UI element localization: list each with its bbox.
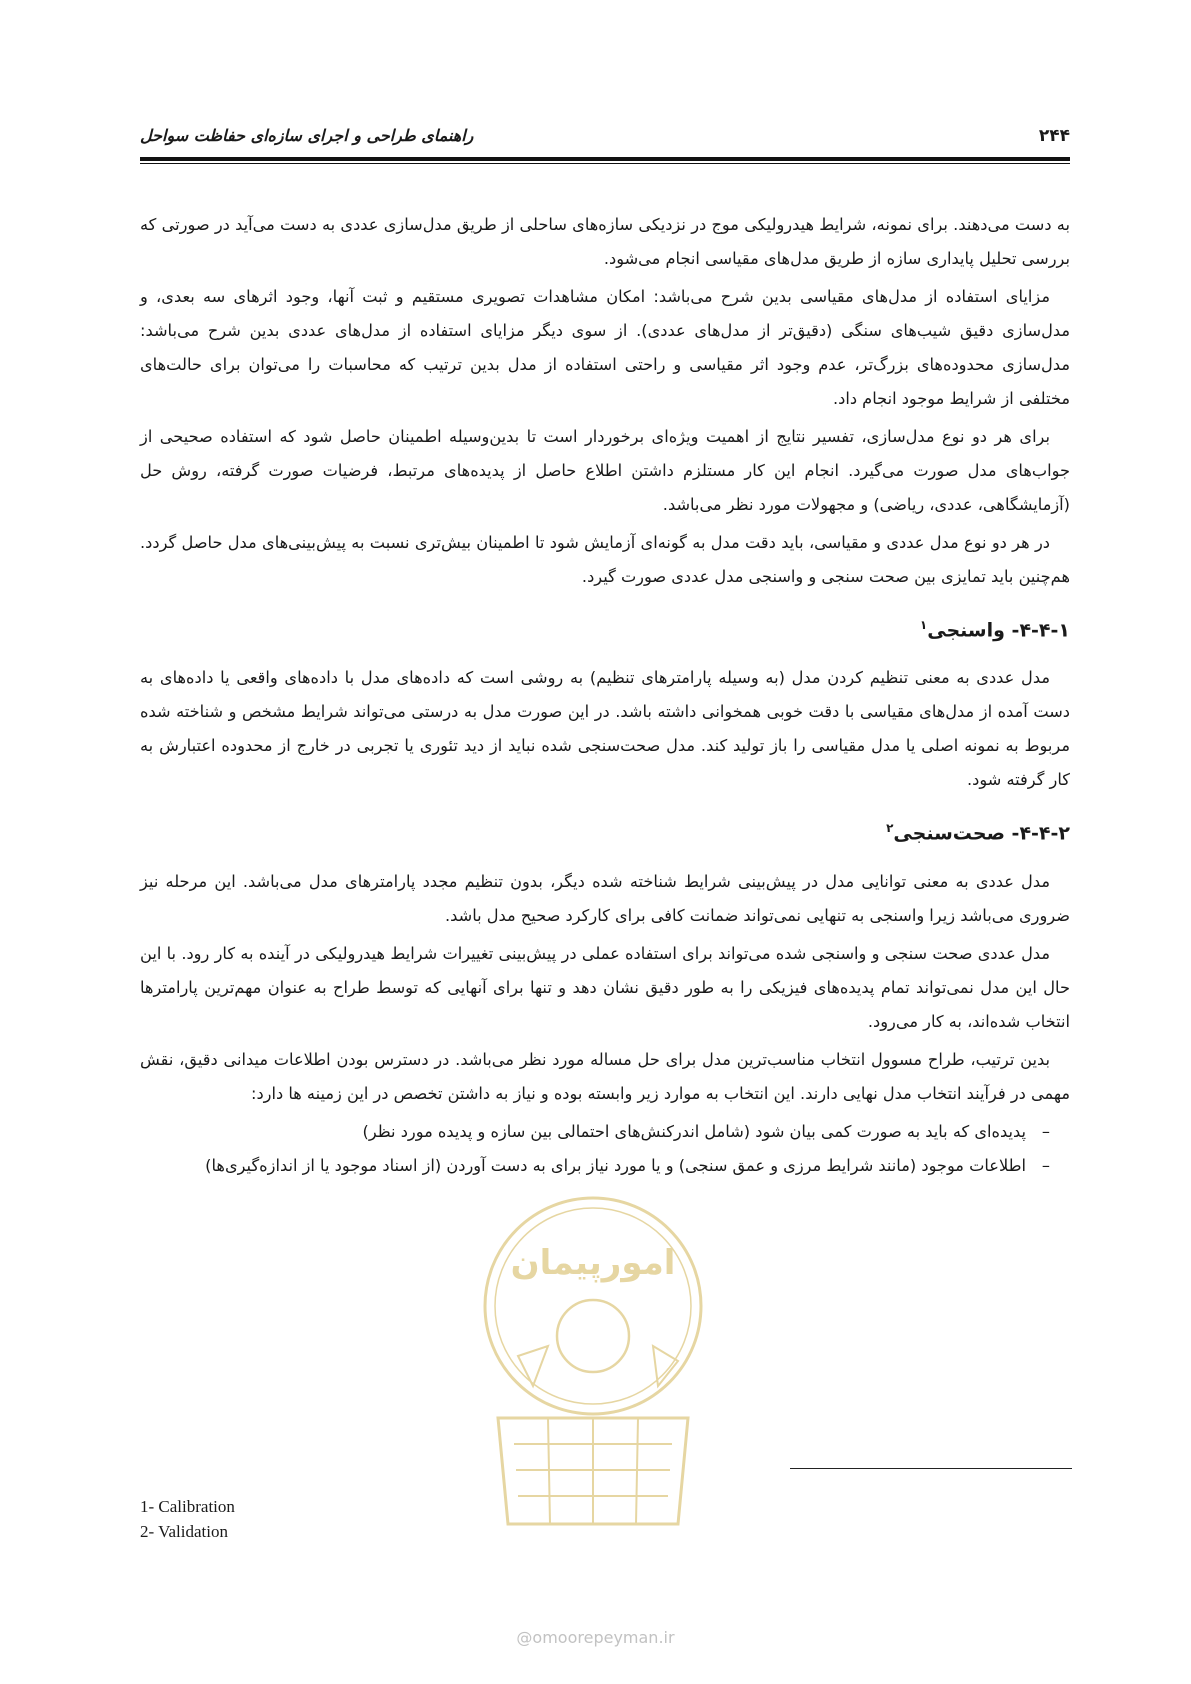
header-rule-thick: [140, 157, 1070, 161]
paragraph: مدل عددی به معنی توانایی مدل در پیش‌بینی شرایط شناخته شده دیگر، بدون تنظیم مجدد پارامترهای مدل می‌باشد. این مرحله نیز ضروری می‌باشد زیرا واسنجی به تنهایی نمی‌تواند ضمانت کافی برای کارکرد صحیح مدل باشد.: [140, 871, 1070, 925]
footnotes: [140, 1494, 235, 1544]
section-heading-calibration: [140, 608, 1070, 647]
at-icon: @: [516, 1628, 533, 1647]
list-dash: –: [1041, 1121, 1050, 1141]
list-item-text: پدیده‌ای که باید به صورت کمی بیان شود (شامل اندرکنش‌های احتمالی بین سازه و پدیده مورد نظر): [362, 1121, 1026, 1141]
page-number: ۲۴۴: [1038, 126, 1070, 146]
paragraph: مدل عددی به معنی تنظیم کردن مدل (به وسیله پارامترهای تنظیم) به روشی است که داده‌های مدل با داده‌های واقعی یا داده‌های به دست آمده از مدل‌های مقیاسی با دقت خوبی همخوانی داشته باشد. در این صورت مدل به درستی می‌تواند شرایط مشخص و شناخته شده مربوط به نمونه اصلی یا مدل مقیاسی را باز تولید کند. مدل صحت‌سنجی شده نباید از دید تئوری یا تجربی در خارج از محدوده اعتبارش به کار گرفته شود.: [140, 668, 1070, 790]
watermark-url-text: omoorepeyman.ir: [532, 1628, 675, 1647]
watermark-logo-text: امورپیمان: [510, 1243, 676, 1283]
running-title: راهنمای طراحی و اجرای سازه‌ای حفاظت سواحل: [140, 126, 474, 145]
paragraph: مزایای استفاده از مدل‌های مقیاسی بدین شرح می‌باشد: امکان مشاهدات تصویری مستقیم و ثبت آنها، وجود اثرهای سه بعدی، و مدل‌سازی دقیق شیب‌های سنگی (دقیق‌تر از مدل‌های عددی). از سوی دیگر مزایای استفاده از مدل‌های عددی بدین شرح می‌باشد: مدل‌سازی محدوده‌های بزرگ‌تر، عدم وجود اثر مقیاسی و راحتی استفاده از مدل بدین ترتیب که محاسبات را می‌توان برای حالت‌های مختلفی از شرایط موجود انجام داد.: [140, 287, 1070, 408]
page-header: [140, 126, 1070, 156]
footnote-rule: [790, 1468, 1072, 1469]
footnote-item: 2- Validation: [140, 1522, 228, 1541]
list-item-text: اطلاعات موجود (مانند شرایط مرزی و عمق سنجی) و یا مورد نیاز برای به دست آوردن (از اسناد موجود یا از اندازه‌گیری‌ها): [205, 1155, 1026, 1175]
footnote-item: 1- Calibration: [140, 1497, 235, 1516]
footnote-mark: ۲: [886, 821, 894, 836]
watermark-logo: [478, 1186, 708, 1534]
main-content: [140, 208, 1070, 1183]
header-rule-thin: [140, 163, 1070, 164]
paragraph: بدین ترتیب، طراح مسوول انتخاب مناسب‌ترین مدل برای حل مساله مورد نظر می‌باشد. در دسترس بودن اطلاعات میدانی دقیق، نقش مهمی در فرآیند انتخاب مدل نهایی دارند. این انتخاب به موارد زیر وابسته بوده و نیاز به داشتن تخصص در این زمینه ها دارد:: [140, 1049, 1070, 1103]
list-dash: –: [1041, 1155, 1050, 1175]
requirements-list: [140, 1115, 1070, 1183]
paragraph: مدل عددی صحت سنجی و واسنجی شده می‌تواند برای استفاده عملی در پیش‌بینی تغییرات شرایط هیدرولیکی در آینده به کار رود. با این حال این مدل نمی‌تواند تمام پدیده‌های فیزیکی را به طور دقیق نشان دهد و تنها برای آنهایی که توسط طراح به عنوان مهم‌ترین پارامترها انتخاب شده‌اند، به کار می‌رود.: [140, 943, 1070, 1031]
paragraph: برای هر دو نوع مدل‌سازی، تفسیر نتایج از اهمیت ویژه‌ای برخوردار است تا بدین‌وسیله اطمینان حاصل شود که استفاده صحیحی از جواب‌های مدل صورت می‌گیرد. انجام این کار مستلزم داشتن اطلاع حاصل از پدیده‌های مرتبط، فرضیات صورت گرفته، روش حل (آزمایشگاهی، عددی، ریاضی) و مجهولات مورد نظر می‌باشد.: [140, 427, 1070, 514]
footnote-mark: ۱: [919, 618, 928, 632]
section-heading-validation: [140, 811, 1070, 850]
paragraph: در هر دو نوع مدل عددی و مقیاسی، باید دقت مدل به گونه‌ای آزمایش شود تا اطمینان بیش‌تری نسبت به پیش‌بینی‌های مدل حاصل گردد. هم‌چنین باید تمایزی بین صحت سنجی و واسنجی مدل عددی صورت گیرد.: [140, 533, 1070, 586]
list-item: [140, 1115, 1050, 1149]
list-item: [140, 1149, 1050, 1183]
watermark-url: [0, 1628, 1191, 1647]
heading-text: ۴-۴-۱- واسنجی: [927, 619, 1070, 642]
heading-text: ۴-۴-۲- صحت‌سنجی: [893, 822, 1070, 845]
paragraph: به دست می‌دهند. برای نمونه، شرایط هیدرولیکی موج در نزدیکی سازه‌های ساحلی از طریق مدل‌سازی عددی به دست می‌آید در صورتی که بررسی تحلیل پایداری سازه از طریق مدل‌های مقیاسی انجام می‌شود.: [140, 215, 1070, 268]
